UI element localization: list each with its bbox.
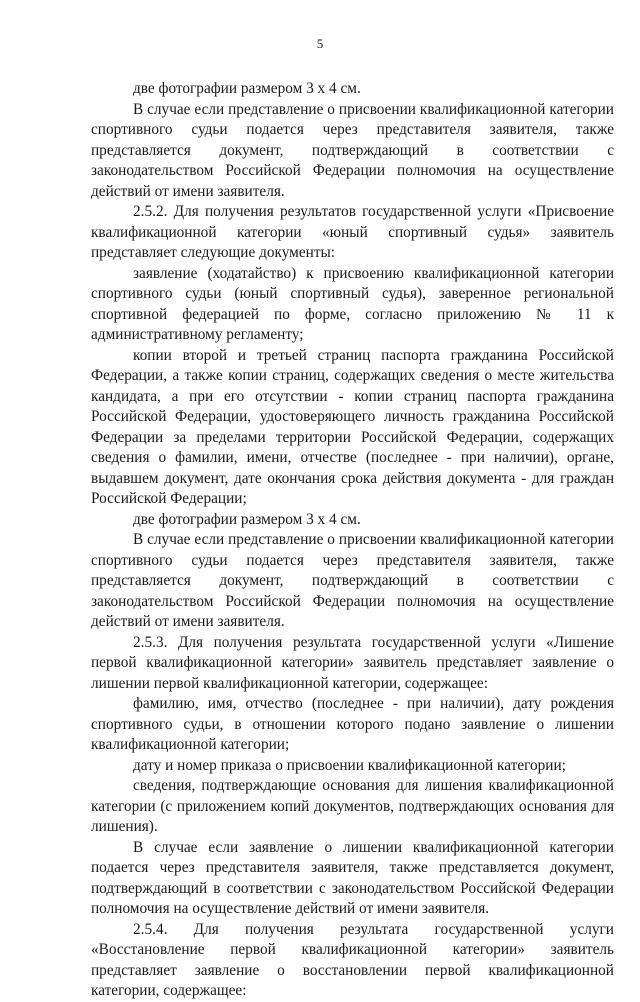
paragraph-representative-1: В случае если представление о присвоении квалификационной категории спортивного судьи подается через представителя заявителя, также представляется документ, подтверждающий в соответствии с законодательством Российской Федерации полномочия на осуществление действий от имени заявителя. xyxy=(91,100,614,200)
document-body xyxy=(91,79,614,1002)
paragraph-passport-copies: копии второй и третьей страниц паспорта гражданина Российской Федерации, а также копии страниц, содержащих сведения о месте жительства кандидата, а при его отсутствии - копии страниц паспорта гражданина Российской Федерации, удостоверяющего личность гражданина Российской Федерации за пределами территории Российской Федерации, содержащих сведения о фамилии, имени, отчестве (последнее - при наличии), органе, выдавшем документ, дате окончания срока действия документа - для граждан Российской Федерации; xyxy=(91,346,614,507)
paragraph-section-2-5-4: 2.5.4. Для получения результата государственной услуги «Восстановление первой квалификационной категории» заявитель представляет заявление о восстановлении первой квалификационной категории, содержащее: xyxy=(91,920,614,999)
paragraph-section-2-5-2: 2.5.2. Для получения результатов государственной услуги «Присвоение квалификационной категории «юный спортивный судья» заявитель представляет следующие документы: xyxy=(91,203,614,261)
paragraph-grounds: сведения, подтверждающие основания для лишения квалификационной категории (с приложением копий документов, подтверждающих основания для лишения). xyxy=(91,777,614,835)
paragraph-photos-2: две фотографии размером 3 х 4 см. xyxy=(133,510,361,528)
paragraph-order-date: дату и номер приказа о присвоении квалификационной категории; xyxy=(133,756,566,774)
paragraph-representative-3: В случае если заявление о лишении квалификационной категории подается через представителя заявителя, также представляется документ, подтверждающий в соответствии с законодательством Российской Федерации полномочия на осуществление действий от имени заявителя. xyxy=(91,838,614,917)
page-number: 5 xyxy=(316,36,324,51)
paragraph-name-birthdate: фамилию, имя, отчество (последнее - при наличии), дату рождения спортивного судьи, в отношении которого подано заявление о лишении квалификационной категории; xyxy=(91,695,614,753)
paragraph-photos-1: две фотографии размером 3 х 4 см. xyxy=(133,80,361,97)
paragraph-representative-2: В случае если представление о присвоении квалификационной категории спортивного судьи подается через представителя заявителя, также представляется документ, подтверждающий в соответствии с законодательством Российской Федерации полномочия на осуществление действий от имени заявителя. xyxy=(91,531,614,630)
paragraph-section-2-5-3: 2.5.3. Для получения результата государственной услуги «Лишение первой квалификационной категории» заявитель представляет заявление о лишении первой квалификационной категории, содержащее: xyxy=(91,633,614,692)
paragraph-application: заявление (ходатайство) к присвоению квалификационной категории спортивного судьи (юный спортивный судья), заверенное региональной спортивной федерацией по форме, согласно приложению № 11 к административному регламенту; xyxy=(91,264,614,343)
